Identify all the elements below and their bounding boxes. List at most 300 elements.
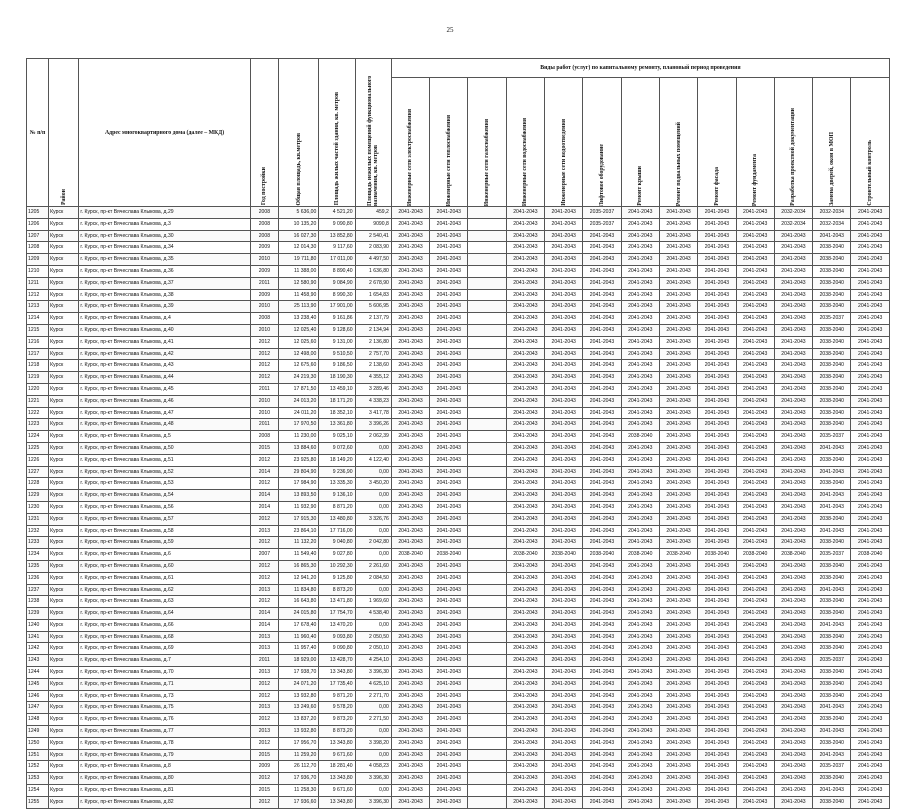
table-cell: 2041-2043 [659, 785, 697, 797]
table-cell: 2041-2043 [506, 218, 544, 230]
table-cell: 1222 [27, 407, 49, 419]
table-cell: 2041-2043 [813, 726, 851, 738]
table-cell: Курск [49, 466, 79, 478]
table-cell: 2041-2043 [621, 360, 659, 372]
table-cell: 2041-2043 [736, 395, 774, 407]
table-cell: 25 113,90 [278, 301, 318, 313]
table-cell: 2041-2043 [506, 395, 544, 407]
table-cell: 2009 [250, 761, 278, 773]
table-cell: 2014 [250, 490, 278, 502]
table-cell: 2 271,70 [355, 690, 391, 702]
table-cell: 23 925,80 [278, 454, 318, 466]
table-cell: 2041-2043 [659, 313, 697, 325]
table-cell: 1238 [27, 596, 49, 608]
table-cell: 2041-2043 [583, 277, 621, 289]
table-cell: 17 716,00 [319, 525, 355, 537]
table-cell: г. Курск, пр-кт Вячеслава Клыкова, д.54 [79, 490, 250, 502]
table-cell: 2041-2043 [698, 407, 736, 419]
table-cell: 2041-2043 [851, 537, 890, 549]
table-cell: 24 219,30 [278, 372, 318, 384]
table-cell: 13 428,70 [319, 655, 355, 667]
table-cell: 4 521,20 [319, 207, 355, 219]
table-cell: 2041-2043 [545, 667, 583, 679]
table-cell: г. Курск, пр-кт Вячеслава Клыкова, д.79 [79, 749, 250, 761]
table-cell: 2041-2043 [774, 773, 812, 785]
table-cell: 2041-2043 [621, 608, 659, 620]
table-cell: 11 132,20 [278, 537, 318, 549]
table-row [27, 572, 890, 584]
table-cell: 2 134,94 [355, 324, 391, 336]
table-cell: 2041-2043 [391, 383, 429, 395]
table-cell: 2041-2043 [736, 230, 774, 242]
table-cell: 2041-2043 [736, 560, 774, 572]
table-cell: 2014 [250, 501, 278, 513]
table-cell: 2041-2043 [545, 608, 583, 620]
table-cell: 2041-2043 [621, 336, 659, 348]
table-cell: г. Курск, пр-кт Вячеслава Клыкова, д.51 [79, 454, 250, 466]
table-cell: 2 137,79 [355, 313, 391, 325]
table-cell: 2041-2043 [391, 584, 429, 596]
table-cell: г. Курск, пр-кт Вячеслава Клыкова, д.69 [79, 643, 250, 655]
table-cell [468, 395, 506, 407]
table-cell: 2041-2043 [736, 525, 774, 537]
table-cell: 2041-2043 [774, 454, 812, 466]
table-cell: 2041-2043 [430, 608, 468, 620]
table-row [27, 537, 890, 549]
table-cell: 2008 [250, 230, 278, 242]
table-cell: 2041-2043 [545, 726, 583, 738]
table-cell: 2041-2043 [506, 513, 544, 525]
table-cell: г. Курск, пр-кт Вячеслава Клыкова, д.7 [79, 655, 250, 667]
table-cell: 2041-2043 [698, 478, 736, 490]
table-cell: 1213 [27, 301, 49, 313]
table-cell: 2041-2043 [659, 407, 697, 419]
table-cell: 2041-2043 [506, 454, 544, 466]
table-cell: 2041-2043 [774, 667, 812, 679]
table-cell: 2038-2040 [391, 549, 429, 561]
table-cell: 8 873,20 [319, 726, 355, 738]
table-cell: 2041-2043 [851, 631, 890, 643]
table-cell: 2 678,90 [355, 277, 391, 289]
table-cell: 2041-2043 [583, 572, 621, 584]
table-cell: 2041-2043 [736, 265, 774, 277]
table-cell: 2012 [250, 372, 278, 384]
table-row [27, 301, 890, 313]
table-cell: 8 990,30 [319, 289, 355, 301]
table-cell: 2041-2043 [545, 360, 583, 372]
table-cell: 2041-2043 [659, 242, 697, 254]
table-cell: 2041-2043 [774, 501, 812, 513]
table-cell: 2013 [250, 631, 278, 643]
table-cell: 2041-2043 [774, 372, 812, 384]
table-cell: 3 417,78 [355, 407, 391, 419]
table-cell: 2041-2043 [430, 442, 468, 454]
table-cell: г. Курск, пр-кт Вячеслава Клыкова, д.45 [79, 383, 250, 395]
table-cell: 2041-2043 [621, 643, 659, 655]
table-cell: 2041-2043 [583, 431, 621, 443]
table-cell: 2041-2043 [506, 572, 544, 584]
table-cell: 0,00 [355, 442, 391, 454]
table-cell: 13 837,20 [278, 714, 318, 726]
header-work-7: Ремонт подвальных помещений [659, 78, 697, 207]
table-cell: 2041-2043 [621, 596, 659, 608]
table-row [27, 549, 890, 561]
table-cell: 9 871,20 [319, 690, 355, 702]
table-cell: 2041-2043 [851, 490, 890, 502]
table-cell: 2041-2043 [774, 277, 812, 289]
table-cell: Курск [49, 207, 79, 219]
table-cell: 2041-2043 [851, 655, 890, 667]
table-cell: 2038-2040 [813, 336, 851, 348]
table-cell: 2041-2043 [659, 360, 697, 372]
table-cell: Курск [49, 395, 79, 407]
table-cell: 2041-2043 [736, 419, 774, 431]
table-cell: 2041-2043 [506, 348, 544, 360]
table-cell: 13 343,80 [319, 667, 355, 679]
table-cell: 1246 [27, 690, 49, 702]
table-cell: Курск [49, 549, 79, 561]
table-cell: 2041-2043 [430, 690, 468, 702]
table-cell: 2041-2043 [545, 584, 583, 596]
table-cell: 2012 [250, 690, 278, 702]
table-cell: 2041-2043 [698, 572, 736, 584]
table-cell: 17 938,70 [278, 667, 318, 679]
table-cell: 2041-2043 [774, 690, 812, 702]
table-cell [468, 478, 506, 490]
table-cell: 13 249,60 [278, 702, 318, 714]
table-cell: 2041-2043 [659, 478, 697, 490]
table-cell [468, 431, 506, 443]
table-cell: 2038-2040 [813, 395, 851, 407]
table-cell: Курск [49, 749, 79, 761]
table-cell: 2041-2043 [545, 513, 583, 525]
table-cell: 18 149,20 [319, 454, 355, 466]
table-cell: 2041-2043 [659, 619, 697, 631]
table-cell: 2012 [250, 678, 278, 690]
table-cell: 2041-2043 [545, 773, 583, 785]
table-cell: 2041-2043 [698, 301, 736, 313]
table-cell [468, 313, 506, 325]
table-cell: Курск [49, 289, 79, 301]
table-cell: 2011 [250, 277, 278, 289]
table-cell: 2038-2040 [813, 454, 851, 466]
table-cell: 2041-2043 [621, 584, 659, 596]
table-cell: Курск [49, 631, 79, 643]
table-cell: 1255 [27, 796, 49, 808]
table-cell: 2041-2043 [698, 466, 736, 478]
table-cell: 13 852,80 [319, 230, 355, 242]
table-cell: г. Курск, пр-кт Вячеслава Клыкова, д.39 [79, 301, 250, 313]
table-cell: 2041-2043 [430, 383, 468, 395]
table-row [27, 560, 890, 572]
table-cell: 0,00 [355, 501, 391, 513]
table-cell: 2041-2043 [545, 407, 583, 419]
table-cell: Курск [49, 643, 79, 655]
table-cell: 2041-2043 [430, 289, 468, 301]
table-cell: Курск [49, 490, 79, 502]
header-district: Район [49, 59, 79, 207]
table-cell [468, 419, 506, 431]
table-cell: 2041-2043 [430, 525, 468, 537]
table-cell: 2041-2043 [774, 324, 812, 336]
table-cell: 2041-2043 [583, 289, 621, 301]
table-cell: 2041-2043 [813, 619, 851, 631]
table-cell: 9 090,80 [319, 218, 355, 230]
table-row [27, 442, 890, 454]
table-cell: 2041-2043 [736, 360, 774, 372]
table-row [27, 737, 890, 749]
table-cell: 2041-2043 [621, 785, 659, 797]
table-cell: 2041-2043 [774, 643, 812, 655]
table-cell: 2041-2043 [545, 395, 583, 407]
table-cell: Курск [49, 442, 79, 454]
table-cell: 2041-2043 [851, 501, 890, 513]
table-cell: Курск [49, 608, 79, 620]
table-cell: 2041-2043 [430, 737, 468, 749]
table-cell: 2041-2043 [506, 230, 544, 242]
table-cell: 2041-2043 [851, 372, 890, 384]
table-cell: 2041-2043 [659, 596, 697, 608]
table-cell: 2041-2043 [774, 608, 812, 620]
table-cell: 2041-2043 [545, 265, 583, 277]
table-cell: 2041-2043 [736, 501, 774, 513]
table-cell: 2041-2043 [583, 360, 621, 372]
table-cell: 2041-2043 [583, 596, 621, 608]
table-cell: 2041-2043 [545, 525, 583, 537]
table-cell: 2038-2040 [813, 372, 851, 384]
table-cell: 10 135,20 [278, 218, 318, 230]
table-cell: г. Курск, пр-кт Вячеслава Клыкова, д.29 [79, 207, 250, 219]
table-cell: г. Курск, пр-кт Вячеслава Клыкова, д.64 [79, 608, 250, 620]
table-cell: 2041-2043 [506, 478, 544, 490]
table-cell: 2041-2043 [736, 289, 774, 301]
table-cell: 2041-2043 [391, 372, 429, 384]
table-cell [468, 596, 506, 608]
table-cell: 2041-2043 [851, 383, 890, 395]
table-cell: 2041-2043 [851, 407, 890, 419]
table-cell: Курск [49, 596, 79, 608]
table-cell: 2041-2043 [506, 407, 544, 419]
table-cell: 2008 [250, 207, 278, 219]
table-cell: 11 458,90 [278, 289, 318, 301]
table-cell [468, 242, 506, 254]
table-cell: 1233 [27, 537, 49, 549]
table-cell: 2041-2043 [851, 560, 890, 572]
table-cell: 17 956,70 [278, 737, 318, 749]
table-row [27, 702, 890, 714]
table-row [27, 324, 890, 336]
table-cell: 2041-2043 [430, 796, 468, 808]
header-work-6: Ремонт крыши [621, 78, 659, 207]
table-cell: 2041-2043 [851, 619, 890, 631]
table-cell: 2041-2043 [583, 407, 621, 419]
table-cell: 2041-2043 [659, 702, 697, 714]
table-cell: 2041-2043 [621, 773, 659, 785]
table-cell: 2041-2043 [621, 619, 659, 631]
table-cell: 2041-2043 [813, 749, 851, 761]
table-cell: 2012 [250, 572, 278, 584]
table-cell: 29 804,90 [278, 466, 318, 478]
table-cell: 2041-2043 [774, 785, 812, 797]
table-cell: Курск [49, 360, 79, 372]
table-cell: 2041-2043 [545, 431, 583, 443]
table-cell: 2041-2043 [659, 572, 697, 584]
table-cell: 2041-2043 [736, 796, 774, 808]
table-cell: 2041-2043 [736, 490, 774, 502]
table-cell: 2009 [250, 265, 278, 277]
table-cell: 2041-2043 [813, 466, 851, 478]
table-cell: 2041-2043 [391, 454, 429, 466]
table-cell: 2041-2043 [430, 572, 468, 584]
table-cell: 2041-2043 [391, 360, 429, 372]
table-cell: 2 083,90 [355, 242, 391, 254]
table-cell: 2041-2043 [736, 207, 774, 219]
table-cell: 2038-2040 [813, 277, 851, 289]
table-cell: 2041-2043 [430, 395, 468, 407]
table-cell: 2041-2043 [659, 631, 697, 643]
table-cell: Курск [49, 655, 79, 667]
table-cell: 2041-2043 [851, 348, 890, 360]
table-row [27, 407, 890, 419]
header-total-area: Общая площадь, кв.метров [278, 59, 318, 207]
table-row [27, 372, 890, 384]
table-cell: 2009 [250, 242, 278, 254]
table-cell: 2041-2043 [659, 324, 697, 336]
table-cell: 2041-2043 [391, 230, 429, 242]
table-cell: 26 112,70 [278, 761, 318, 773]
table-cell: 2041-2043 [774, 655, 812, 667]
table-cell [468, 254, 506, 266]
table-cell: Курск [49, 560, 79, 572]
table-cell: 2041-2043 [506, 537, 544, 549]
table-cell: 12 941,20 [278, 572, 318, 584]
table-cell: 2041-2043 [430, 560, 468, 572]
table-cell: 2 540,41 [355, 230, 391, 242]
table-cell: 2041-2043 [621, 796, 659, 808]
table-cell: 2041-2043 [774, 761, 812, 773]
table-cell: 1253 [27, 773, 49, 785]
table-cell: 2038-2040 [813, 572, 851, 584]
table-cell: 2011 [250, 655, 278, 667]
table-cell: 2038-2040 [813, 383, 851, 395]
table-cell: 2041-2043 [583, 560, 621, 572]
table-cell: 2041-2043 [698, 454, 736, 466]
table-cell: 2041-2043 [506, 207, 544, 219]
table-cell [468, 466, 506, 478]
table-cell: 2041-2043 [659, 737, 697, 749]
table-cell: 2041-2043 [659, 749, 697, 761]
table-cell: 2041-2043 [583, 501, 621, 513]
table-cell: 2012 [250, 737, 278, 749]
table-cell: 24 011,20 [278, 407, 318, 419]
table-cell: 2035-2037 [583, 218, 621, 230]
table-cell: 2041-2043 [621, 372, 659, 384]
table-cell: 2041-2043 [736, 608, 774, 620]
table-cell: 9 161,86 [319, 313, 355, 325]
table-cell: 2041-2043 [698, 265, 736, 277]
table-cell: 2041-2043 [583, 348, 621, 360]
table-cell: 2041-2043 [583, 454, 621, 466]
table-cell: 2008 [250, 431, 278, 443]
table-cell: 2041-2043 [583, 584, 621, 596]
table-cell: 2041-2043 [430, 714, 468, 726]
table-cell: 9 093,80 [319, 631, 355, 643]
table-cell: 2041-2043 [391, 442, 429, 454]
table-cell: 2041-2043 [774, 513, 812, 525]
table-cell: 2041-2043 [545, 678, 583, 690]
table-cell: г. Курск, пр-кт Вячеслава Клыкова, д.5 [79, 431, 250, 443]
table-cell: 2041-2043 [659, 207, 697, 219]
table-cell: 2038-2040 [621, 549, 659, 561]
table-cell [468, 207, 506, 219]
table-cell: Курск [49, 419, 79, 431]
table-cell: Курск [49, 372, 79, 384]
table-cell: 2041-2043 [851, 218, 890, 230]
table-cell: 2 136,80 [355, 336, 391, 348]
table-cell: 2041-2043 [545, 702, 583, 714]
table-cell: 17 735,40 [319, 678, 355, 690]
table-cell: 2041-2043 [659, 301, 697, 313]
table-cell: Курск [49, 726, 79, 738]
table-cell: г. Курск, пр-кт Вячеслава Клыкова, д.42 [79, 348, 250, 360]
table-cell: 2041-2043 [621, 690, 659, 702]
table-cell [468, 714, 506, 726]
table-cell: 2041-2043 [698, 431, 736, 443]
table-cell: 13 480,80 [319, 513, 355, 525]
table-cell: 11 957,40 [278, 643, 318, 655]
table-cell: 2041-2043 [583, 383, 621, 395]
table-cell: 2041-2043 [545, 218, 583, 230]
table-cell: 2041-2043 [774, 301, 812, 313]
table-cell: 2041-2043 [391, 714, 429, 726]
table-cell: 2038-2040 [813, 478, 851, 490]
table-cell: 2041-2043 [698, 726, 736, 738]
table-cell: 2041-2043 [659, 584, 697, 596]
table-cell: 2041-2043 [545, 207, 583, 219]
table-cell: 2041-2043 [430, 348, 468, 360]
table-row [27, 655, 890, 667]
table-cell: 2041-2043 [736, 785, 774, 797]
table-cell: 2041-2043 [506, 490, 544, 502]
table-cell: 1230 [27, 501, 49, 513]
header-living-area: Площадь жилых частей здания, кв. метров [319, 59, 355, 207]
table-cell: 2041-2043 [545, 631, 583, 643]
table-cell: 2010 [250, 324, 278, 336]
header-works-group: Виды работ (услуг) по капитальному ремонту, плановый период проведения [391, 59, 889, 78]
table-cell: 2 042,80 [355, 537, 391, 549]
table-cell: 2041-2043 [545, 289, 583, 301]
table-cell: 2041-2043 [698, 655, 736, 667]
table-cell: 1217 [27, 348, 49, 360]
table-cell: 2041-2043 [736, 643, 774, 655]
table-cell: 2012 [250, 773, 278, 785]
table-cell: 2015 [250, 442, 278, 454]
table-cell: 2041-2043 [621, 207, 659, 219]
table-cell: Курск [49, 348, 79, 360]
table-cell: Курск [49, 501, 79, 513]
table-cell: 1205 [27, 207, 49, 219]
table-cell: 2041-2043 [583, 242, 621, 254]
table-cell: 8 873,20 [319, 584, 355, 596]
table-cell: 2041-2043 [506, 773, 544, 785]
table-cell: 2041-2043 [391, 749, 429, 761]
table-cell: 2041-2043 [736, 690, 774, 702]
table-cell: 2041-2043 [430, 702, 468, 714]
table-cell: 2041-2043 [391, 324, 429, 336]
table-cell: Курск [49, 773, 79, 785]
table-cell: 9 128,60 [319, 324, 355, 336]
table-cell: 2041-2043 [736, 773, 774, 785]
